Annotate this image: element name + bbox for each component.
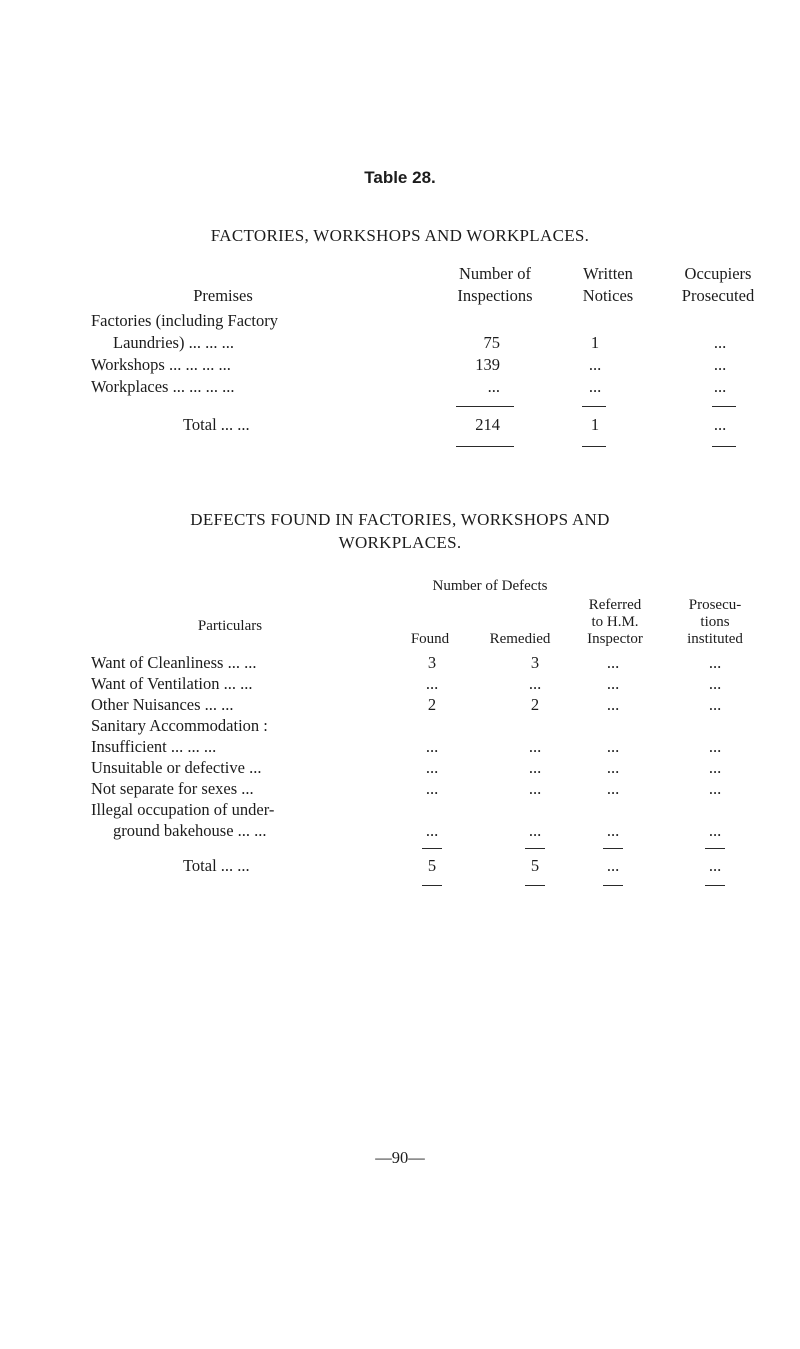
table1-total-inspections: 214: [475, 415, 500, 434]
rule: [525, 885, 545, 886]
table2-cell-prosecutions: ...: [708, 674, 722, 693]
table1-heading: FACTORIES, WORKSHOPS AND WORKPLACES.: [210, 226, 590, 245]
table1-cell-notices: 1: [590, 333, 600, 352]
table1-cell-inspections: 139: [475, 355, 500, 374]
table2-row-label: Insufficient ... ... ...: [91, 737, 217, 756]
col-found-header: Found: [410, 631, 450, 647]
col-notices-header-1: Written: [583, 264, 633, 283]
table2-cell-prosecutions: ...: [708, 821, 722, 840]
col-prosecutions-header-3: instituted: [687, 631, 743, 647]
table2-total-label: Total ... ...: [183, 856, 250, 875]
table1-cell-inspections: 75: [483, 333, 500, 352]
table2-cell-remedied: ...: [528, 674, 542, 693]
rule: [422, 848, 442, 849]
rule: [705, 848, 725, 849]
rule: [525, 848, 545, 849]
col-notices-header-2: Notices: [582, 286, 634, 305]
table2-cell-prosecutions: ...: [708, 779, 722, 798]
table2-cell-found: 2: [427, 695, 437, 714]
table2-row-label: Not separate for sexes ...: [91, 779, 254, 798]
table2-cell-referred: ...: [606, 737, 620, 756]
table1-cell-notices: ...: [588, 377, 602, 396]
table2-cell-remedied: 3: [530, 653, 540, 672]
table2-cell-found: ...: [425, 779, 439, 798]
table2-cell-referred: ...: [606, 674, 620, 693]
rule: [712, 406, 736, 407]
table2-cell-remedied: 2: [530, 695, 540, 714]
table2-row-label: Want of Cleanliness ... ...: [91, 653, 257, 672]
table2-cell-referred: ...: [606, 821, 620, 840]
table2-cell-remedied: ...: [528, 779, 542, 798]
col-prosecuted-header-1: Occupiers: [684, 264, 752, 283]
table2-cell-found: 3: [427, 653, 437, 672]
table2-cell-referred: ...: [606, 779, 620, 798]
table1-row-label: Laundries) ... ... ...: [113, 333, 234, 352]
table2-row-label: Illegal occupation of under-: [91, 800, 275, 819]
col-inspections-header-1: Number of: [459, 264, 531, 283]
rule: [582, 406, 606, 407]
rule: [422, 885, 442, 886]
table1-cell-prosecuted: ...: [713, 377, 727, 396]
table1-row-label: Factories (including Factory: [91, 311, 278, 330]
col-remedied-header: Remedied: [489, 631, 551, 647]
col-prosecutions-header-1: Prosecu-: [688, 597, 742, 613]
col-prosecuted-header-2: Prosecuted: [681, 286, 755, 305]
table2-cell-found: ...: [425, 674, 439, 693]
table1-total-prosecuted: ...: [713, 415, 727, 434]
col-prosecutions-header-2: tions: [700, 614, 730, 630]
table2-cell-prosecutions: ...: [708, 737, 722, 756]
rule: [603, 848, 623, 849]
col-referred-header-1: Referred: [588, 597, 642, 613]
col-number-of-defects-header: Number of Defects: [432, 578, 548, 594]
page-number: —90—: [375, 1148, 425, 1167]
rule: [712, 446, 736, 447]
table2-total-found: 5: [427, 856, 437, 875]
col-particulars-header: Particulars: [197, 618, 263, 634]
table2-row-label: Sanitary Accommodation :: [91, 716, 268, 735]
table2-total-prosecutions: ...: [708, 856, 722, 875]
col-referred-header-2: to H.M.: [591, 614, 639, 630]
table1-row-label: Workshops ... ... ... ...: [91, 355, 231, 374]
col-premises-header: Premises: [193, 286, 253, 305]
col-inspections-header-2: Inspections: [457, 286, 533, 305]
table2-row-label: Want of Ventilation ... ...: [91, 674, 253, 693]
rule: [603, 885, 623, 886]
table2-cell-remedied: ...: [528, 758, 542, 777]
rule: [456, 406, 514, 407]
rule: [456, 446, 514, 447]
table2-row-label: ground bakehouse ... ...: [113, 821, 267, 840]
table2-cell-referred: ...: [606, 695, 620, 714]
table2-row-label: Unsuitable or defective ...: [91, 758, 262, 777]
table2-heading-line-2: WORKPLACES.: [338, 533, 462, 552]
table2-cell-remedied: ...: [528, 737, 542, 756]
table1-cell-notices: ...: [588, 355, 602, 374]
table2-cell-found: ...: [425, 821, 439, 840]
rule: [705, 885, 725, 886]
table1-cell-prosecuted: ...: [713, 333, 727, 352]
table2-total-referred: ...: [606, 856, 620, 875]
rule: [582, 446, 606, 447]
table2-total-remedied: 5: [530, 856, 540, 875]
table1-row-label: Workplaces ... ... ... ...: [91, 377, 235, 396]
table2-cell-found: ...: [425, 758, 439, 777]
table1-cell-prosecuted: ...: [713, 355, 727, 374]
table2-cell-prosecutions: ...: [708, 695, 722, 714]
table-title: Table 28.: [364, 168, 436, 187]
table2-heading-line-1: DEFECTS FOUND IN FACTORIES, WORKSHOPS AND: [190, 510, 610, 529]
table2-row-label: Other Nuisances ... ...: [91, 695, 234, 714]
table2-cell-prosecutions: ...: [708, 653, 722, 672]
table1-cell-inspections: ...: [487, 377, 500, 396]
table1-total-notices: 1: [590, 415, 600, 434]
table2-cell-prosecutions: ...: [708, 758, 722, 777]
table2-cell-found: ...: [425, 737, 439, 756]
table2-cell-referred: ...: [606, 653, 620, 672]
table1-total-label: Total ... ...: [183, 415, 250, 434]
table2-cell-referred: ...: [606, 758, 620, 777]
col-referred-header-3: Inspector: [587, 631, 643, 647]
table2-cell-remedied: ...: [528, 821, 542, 840]
